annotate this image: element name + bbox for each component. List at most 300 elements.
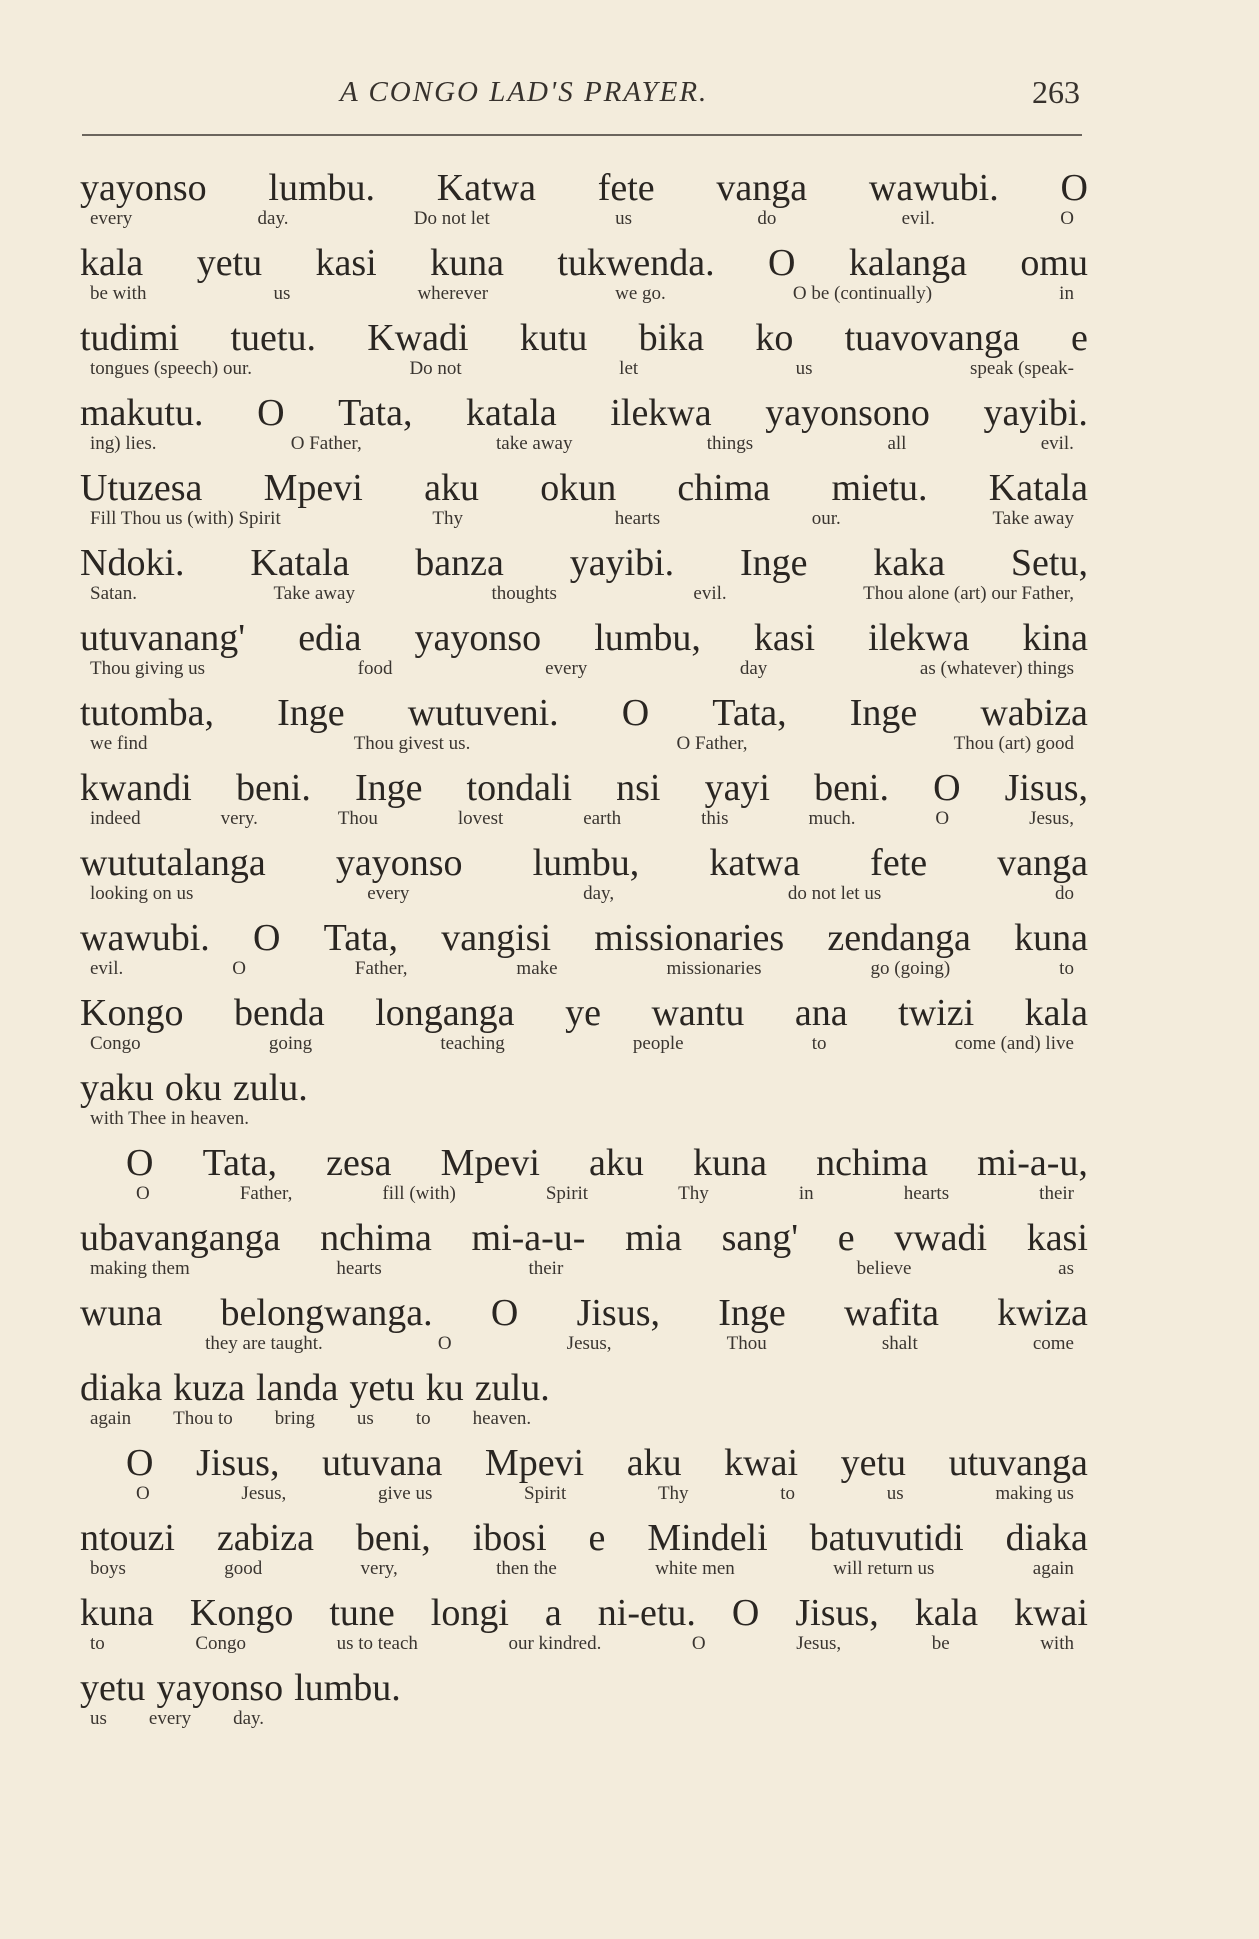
kongo-word: wututalanga: [80, 842, 266, 884]
gloss-word: every: [367, 883, 410, 904]
gloss-word: Satan.: [90, 583, 137, 604]
kongo-word: missionaries: [594, 917, 785, 959]
gloss-word: hearts: [903, 1183, 950, 1204]
gloss-word: us: [90, 1708, 107, 1729]
kongo-line: [80, 618, 1088, 658]
kongo-word: longanga: [375, 992, 515, 1034]
kongo-word: yetu: [349, 1367, 415, 1409]
kongo-word: yayibi.: [983, 392, 1088, 434]
gloss-word: evil.: [1040, 433, 1074, 454]
gloss-word: again: [1032, 1558, 1074, 1579]
kongo-word: kwai: [724, 1442, 799, 1484]
kongo-word: Kwadi: [367, 317, 469, 359]
kongo-word: benda: [233, 992, 325, 1034]
kongo-word: tondali: [466, 767, 573, 809]
gloss-word: we go.: [615, 283, 666, 304]
english-gloss-line: [80, 733, 1088, 755]
gloss-word: to: [90, 1633, 105, 1654]
gloss-word: O: [232, 958, 246, 979]
gloss-word: O Father,: [290, 433, 362, 454]
kongo-word: lumbu,: [532, 842, 640, 884]
interlinear-line: [80, 693, 1088, 755]
gloss-word: do not let us: [787, 883, 882, 904]
kongo-word: kutu: [519, 317, 588, 359]
interlinear-line: [80, 1668, 1088, 1730]
kongo-word: Katala: [988, 467, 1088, 509]
gloss-word: thoughts: [491, 583, 557, 604]
kongo-word: vwadi: [894, 1217, 988, 1259]
kongo-word: ilekwa: [610, 392, 712, 434]
gloss-word: shalt: [881, 1333, 918, 1354]
gloss-word: us: [886, 1483, 904, 1504]
interlinear-line: [80, 243, 1088, 305]
gloss-word: our.: [811, 508, 841, 529]
gloss-word: Father,: [354, 958, 408, 979]
kongo-word: kwai: [1014, 1592, 1088, 1634]
kongo-word: aku: [424, 467, 479, 509]
kongo-word: O: [1060, 167, 1088, 209]
kongo-word: chima: [677, 467, 771, 509]
kongo-word: bika: [638, 317, 705, 359]
gloss-word: looking on us: [90, 883, 194, 904]
english-gloss-line: [80, 808, 1088, 830]
gloss-word: wherever: [417, 283, 489, 304]
english-gloss-line: [80, 958, 1088, 980]
kongo-word: kwandi: [80, 767, 192, 809]
gloss-word: hearts: [336, 1258, 382, 1279]
gloss-word: evil.: [693, 583, 727, 604]
interlinear-line: [126, 1143, 1088, 1205]
kongo-line: [80, 168, 1088, 208]
english-gloss-line: [126, 1183, 1088, 1205]
kongo-word: kuna: [1014, 917, 1088, 959]
kongo-word: landa: [256, 1367, 339, 1409]
gloss-word: to: [1059, 958, 1074, 979]
kongo-word: mi-a-u-: [471, 1217, 586, 1259]
english-gloss-line: [80, 1033, 1088, 1055]
gloss-word: Take away: [992, 508, 1074, 529]
header-rule: [82, 134, 1082, 136]
kongo-word: yayi: [704, 767, 770, 809]
english-gloss-line: [80, 583, 1088, 605]
kongo-word: yayonso: [156, 1667, 284, 1709]
kongo-word: Mpevi: [263, 467, 363, 509]
kongo-word: wafita: [844, 1292, 939, 1334]
kongo-line: [80, 1218, 1088, 1258]
gloss-word: in: [1059, 283, 1074, 304]
gloss-word: again: [90, 1408, 132, 1429]
english-gloss-line: [80, 1408, 1088, 1430]
kongo-line: [80, 1068, 1088, 1108]
kongo-word: kala: [914, 1592, 979, 1634]
kongo-word: O: [490, 1292, 519, 1334]
interlinear-line: [80, 1218, 1088, 1280]
kongo-word: mia: [625, 1217, 683, 1259]
kongo-word: ku: [425, 1367, 464, 1409]
gloss-word: food: [357, 658, 393, 679]
gloss-word: Jesus,: [241, 1483, 287, 1504]
gloss-word: Jesus,: [796, 1633, 842, 1654]
kongo-line: [80, 243, 1088, 283]
kongo-word: yetu: [840, 1442, 907, 1484]
kongo-line: [80, 1668, 1088, 1708]
kongo-word: kwiza: [997, 1292, 1088, 1334]
gloss-word: O: [1060, 208, 1074, 229]
gloss-word: give us: [377, 1483, 433, 1504]
kongo-word: Tata,: [712, 692, 787, 734]
gloss-word: day,: [583, 883, 615, 904]
kongo-word: fete: [870, 842, 928, 884]
gloss-word: Thou (art) good: [953, 733, 1074, 754]
kongo-word: zendanga: [827, 917, 971, 959]
kongo-word: yayonsono: [765, 392, 930, 434]
kongo-word: Tata,: [202, 1142, 277, 1184]
gloss-word: all: [887, 433, 907, 454]
gloss-word: good: [224, 1558, 263, 1579]
interlinear-line: [80, 168, 1088, 230]
gloss-word: Do not: [409, 358, 462, 379]
interlinear-line: [80, 1593, 1088, 1655]
kongo-word: zabiza: [216, 1517, 314, 1559]
interlinear-line: [80, 468, 1088, 530]
gloss-word: Jesus,: [1029, 808, 1074, 829]
kongo-word: lumbu.: [294, 1667, 401, 1709]
gloss-word: fill (with): [382, 1183, 456, 1204]
gloss-word: Fill Thou us (with) Spirit: [90, 508, 281, 529]
gloss-word: white men: [655, 1558, 735, 1579]
kongo-word: tune: [329, 1592, 395, 1634]
kongo-word: ko: [755, 317, 794, 359]
gloss-word: go (going): [870, 958, 951, 979]
kongo-word: Kongo: [189, 1592, 294, 1634]
gloss-word: come: [1032, 1333, 1074, 1354]
kongo-line: [80, 693, 1088, 733]
english-gloss-line: [80, 208, 1088, 230]
kongo-word: ye: [565, 992, 601, 1034]
kongo-word: mi-a-u,: [977, 1142, 1088, 1184]
kongo-word: Jisus,: [795, 1592, 879, 1634]
kongo-word: makutu.: [80, 392, 204, 434]
kongo-word: tuavovanga: [844, 317, 1020, 359]
kongo-line: [80, 318, 1088, 358]
english-gloss-line: [80, 1558, 1088, 1580]
kongo-word: wawubi.: [80, 917, 210, 959]
kongo-word: tutomba,: [80, 692, 215, 734]
kongo-word: nchima: [320, 1217, 432, 1259]
gloss-word: come (and) live: [954, 1033, 1074, 1054]
kongo-line: [80, 1593, 1088, 1633]
kongo-word: vanga: [716, 167, 808, 209]
kongo-line: [80, 768, 1088, 808]
interlinear-line: [80, 1293, 1088, 1355]
english-gloss-line: [80, 1633, 1088, 1655]
gloss-word: teaching: [440, 1033, 505, 1054]
kongo-word: utuvanga: [948, 1442, 1088, 1484]
gloss-word: every: [545, 658, 588, 679]
running-title: A CONGO LAD'S PRAYER.: [340, 76, 709, 108]
kongo-word: utuvana: [322, 1442, 443, 1484]
kongo-word: e: [837, 1217, 855, 1259]
gloss-word: let: [619, 358, 639, 379]
gloss-word: evil.: [90, 958, 124, 979]
gloss-word: Spirit: [545, 1183, 589, 1204]
gloss-word: will return us: [833, 1558, 935, 1579]
kongo-word: O: [257, 392, 285, 434]
kongo-word: okun: [540, 467, 617, 509]
kongo-word: Inge: [718, 1292, 786, 1334]
kongo-word: Jisus,: [576, 1292, 660, 1334]
kongo-word: yetu: [80, 1667, 146, 1709]
kongo-line: [80, 843, 1088, 883]
gloss-word: us: [795, 358, 813, 379]
gloss-word: evil.: [901, 208, 935, 229]
gloss-word: every: [90, 208, 133, 229]
kongo-line: [126, 1443, 1088, 1483]
english-gloss-line: [80, 283, 1088, 305]
kongo-word: kasi: [315, 242, 377, 284]
kongo-word: omu: [1020, 242, 1088, 284]
gloss-word: do: [757, 208, 777, 229]
kongo-word: kala: [1024, 992, 1088, 1034]
gloss-word: going: [268, 1033, 313, 1054]
kongo-word: tukwenda.: [557, 242, 715, 284]
gloss-word: heaven.: [472, 1408, 532, 1429]
english-gloss-line: [80, 1258, 1088, 1280]
interlinear-line: [80, 768, 1088, 830]
kongo-word: Jisus,: [196, 1442, 280, 1484]
kongo-word: Tata,: [323, 917, 399, 959]
kongo-word: kala: [80, 242, 144, 284]
kongo-word: Mpevi: [440, 1142, 540, 1184]
kongo-word: a: [544, 1592, 562, 1634]
gloss-word: indeed: [90, 808, 141, 829]
kongo-word: aku: [626, 1442, 682, 1484]
kongo-word: twizi: [898, 992, 975, 1034]
kongo-word: mietu.: [831, 467, 928, 509]
gloss-word: as (whatever) things: [919, 658, 1074, 679]
kongo-word: belongwanga.: [220, 1292, 433, 1334]
gloss-word: they are taught.: [205, 1333, 323, 1354]
kongo-line: [80, 543, 1088, 583]
gloss-word: us: [615, 208, 632, 229]
interlinear-line: [80, 843, 1088, 905]
gloss-word: very.: [220, 808, 258, 829]
interlinear-line: [80, 318, 1088, 380]
gloss-word: Congo: [90, 1033, 141, 1054]
kongo-word: tudimi: [80, 317, 180, 359]
gloss-word: Thou: [337, 808, 378, 829]
kongo-word: Inge: [740, 542, 808, 584]
kongo-word: katala: [466, 392, 557, 434]
kongo-word: wutuveni.: [407, 692, 559, 734]
kongo-word: ubavanganga: [80, 1217, 281, 1259]
gloss-word: Thou: [726, 1333, 767, 1354]
kongo-word: yayibi.: [569, 542, 675, 584]
gloss-word: making them: [90, 1258, 190, 1279]
kongo-line: [126, 1143, 1088, 1183]
gloss-word: boys: [90, 1558, 126, 1579]
gloss-word: Thou giving us: [90, 658, 206, 679]
kongo-word: kasi: [753, 617, 816, 659]
gloss-word: with Thee in heaven.: [90, 1108, 249, 1129]
kongo-word: beni.: [814, 767, 889, 809]
gloss-word: believe: [856, 1258, 912, 1279]
gloss-word: do: [1054, 883, 1074, 904]
kongo-word: wuna: [80, 1292, 163, 1334]
gloss-word: earth: [583, 808, 622, 829]
gloss-word: tongues (speech) our.: [90, 358, 252, 379]
kongo-word: diaka: [80, 1367, 163, 1409]
interlinear-line: [126, 1443, 1088, 1505]
kongo-word: yayonso: [335, 842, 463, 884]
kongo-word: Mpevi: [484, 1442, 585, 1484]
gloss-word: Thy: [657, 1483, 689, 1504]
kongo-word: wabiza: [980, 692, 1088, 734]
gloss-word: Spirit: [524, 1483, 567, 1504]
gloss-word: O: [935, 808, 950, 829]
interlinear-line: [80, 1518, 1088, 1580]
kongo-word: zesa: [326, 1142, 392, 1184]
kongo-word: utuvanang': [80, 617, 246, 659]
kongo-word: ana: [794, 992, 848, 1034]
interlinear-line: [80, 1068, 1088, 1130]
gloss-word: Thou alone (art) our Father,: [863, 583, 1074, 604]
kongo-word: Inge: [354, 767, 423, 809]
kongo-word: Ndoki.: [80, 542, 185, 584]
english-gloss-line: [80, 433, 1088, 455]
gloss-word: then the: [496, 1558, 557, 1579]
interlinear-line: [80, 1368, 1088, 1430]
kongo-word: ntouzi: [80, 1517, 175, 1559]
kongo-word: wantu: [651, 992, 745, 1034]
kongo-word: lumbu.: [268, 167, 376, 209]
gloss-word: every: [148, 1708, 192, 1729]
kongo-word: Mindeli: [647, 1517, 768, 1559]
gloss-word: take away: [496, 433, 573, 454]
gloss-word: Thy: [678, 1183, 709, 1204]
page-header: [80, 72, 1080, 112]
gloss-word: us: [273, 283, 291, 304]
gloss-word: day: [739, 658, 768, 679]
gloss-word: their: [528, 1258, 564, 1279]
gloss-word: Thou to: [173, 1408, 233, 1429]
gloss-word: in: [798, 1183, 814, 1204]
kongo-word: Kongo: [80, 992, 184, 1034]
gloss-word: things: [706, 433, 754, 454]
gloss-word: be with: [90, 283, 147, 304]
kongo-word: yaku: [80, 1067, 154, 1109]
gloss-word: speak (speak-: [970, 358, 1074, 379]
kongo-word: O: [731, 1592, 760, 1634]
kongo-line: [80, 393, 1088, 433]
kongo-word: ilekwa: [868, 617, 970, 659]
kongo-word: vangisi: [441, 917, 552, 959]
gloss-word: day.: [233, 1708, 265, 1729]
kongo-word: lumbu,: [594, 617, 701, 659]
gloss-word: Father,: [239, 1183, 293, 1204]
gloss-word: O: [136, 1183, 150, 1204]
gloss-word: us to teach: [336, 1633, 418, 1654]
gloss-word: be: [931, 1633, 950, 1654]
gloss-word: as: [1058, 1258, 1074, 1279]
gloss-word: O Father,: [676, 733, 748, 754]
kongo-word: yayonso: [414, 617, 542, 659]
kongo-word: e: [1071, 317, 1088, 359]
kongo-word: katwa: [709, 842, 801, 884]
gloss-word: make: [516, 958, 558, 979]
kongo-word: kuna: [693, 1142, 767, 1184]
kongo-word: kuza: [173, 1367, 246, 1409]
kongo-line: [80, 1368, 1088, 1408]
kongo-word: vanga: [997, 842, 1088, 884]
page-number: 263: [1032, 74, 1080, 110]
kongo-word: diaka: [1005, 1517, 1088, 1559]
kongo-line: [80, 468, 1088, 508]
gloss-word: day.: [257, 208, 289, 229]
kongo-word: zulu.: [232, 1067, 308, 1109]
kongo-line: [80, 1293, 1088, 1333]
gloss-word: people: [632, 1033, 684, 1054]
kongo-word: tuetu.: [230, 317, 316, 359]
gloss-word: ing) lies.: [90, 433, 157, 454]
gloss-word: O: [437, 1333, 452, 1354]
gloss-word: much.: [808, 808, 856, 829]
interlinear-line: [80, 543, 1088, 605]
gloss-word: us: [356, 1408, 374, 1429]
gloss-word: Congo: [195, 1633, 247, 1654]
kongo-word: longi: [430, 1592, 509, 1634]
kongo-word: O: [768, 242, 796, 284]
kongo-word: sang': [721, 1217, 799, 1259]
interlinear-line: [80, 618, 1088, 680]
english-gloss-line: [80, 883, 1088, 905]
kongo-word: e: [588, 1517, 606, 1559]
kongo-word: beni,: [355, 1517, 431, 1559]
kongo-word: aku: [589, 1142, 644, 1184]
kongo-word: O: [621, 692, 650, 734]
kongo-word: banza: [415, 542, 504, 584]
gloss-word: hearts: [614, 508, 661, 529]
gloss-word: O: [691, 1633, 706, 1654]
gloss-word: their: [1039, 1183, 1074, 1204]
kongo-word: Setu,: [1010, 542, 1088, 584]
kongo-word: fete: [597, 167, 655, 209]
gloss-word: with: [1040, 1633, 1074, 1654]
english-gloss-line: [80, 1333, 1088, 1355]
interlinear-line: [80, 393, 1088, 455]
gloss-word: our kindred.: [508, 1633, 602, 1654]
kongo-word: zulu.: [474, 1367, 550, 1409]
english-gloss-line: [80, 1708, 1088, 1730]
gloss-word: to: [811, 1033, 827, 1054]
gloss-word: bring: [274, 1408, 315, 1429]
english-gloss-line: [80, 358, 1088, 380]
kongo-word: O: [126, 1142, 154, 1184]
gloss-word: to: [415, 1408, 431, 1429]
kongo-word: oku: [164, 1067, 222, 1109]
gloss-word: Do not let: [413, 208, 490, 229]
kongo-word: nsi: [616, 767, 661, 809]
gloss-word: we find: [90, 733, 148, 754]
kongo-word: Katala: [250, 542, 350, 584]
kongo-word: Inge: [849, 692, 918, 734]
interlinear-line: [80, 993, 1088, 1055]
kongo-word: kaka: [873, 542, 946, 584]
kongo-word: O: [253, 917, 281, 959]
english-gloss-line: [80, 1108, 1088, 1130]
kongo-word: ibosi: [472, 1517, 547, 1559]
english-gloss-line: [80, 658, 1088, 680]
